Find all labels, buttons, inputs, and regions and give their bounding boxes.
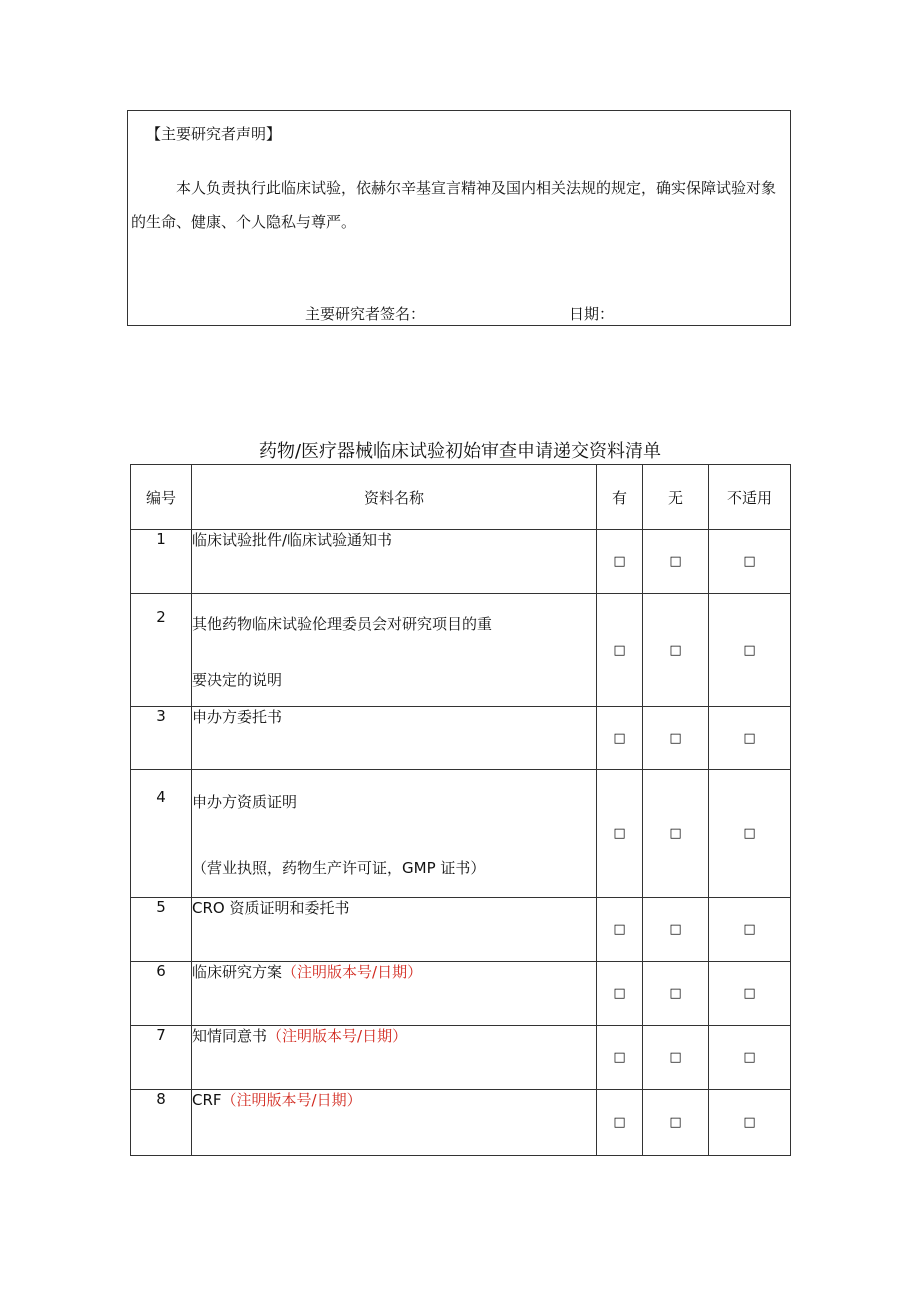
table-header-row: [131, 465, 791, 530]
date-label: 日期：: [569, 305, 615, 323]
row-name: CRO 资质证明和委托书: [192, 898, 597, 962]
checkbox-no[interactable]: □: [643, 707, 709, 770]
signature-label: 主要研究者签名：: [305, 305, 426, 323]
checkbox-na[interactable]: □: [709, 898, 791, 962]
row-name: 知情同意书（注明版本号/日期）: [192, 1026, 597, 1090]
investigator-declaration-box: [127, 110, 791, 326]
checkbox-yes[interactable]: □: [597, 898, 643, 962]
submission-checklist-table: [130, 464, 791, 1156]
table-row: [131, 594, 791, 707]
header-name: 资料名称: [192, 465, 597, 530]
checklist-title: 药物/医疗器械临床试验初始审查申请递交资料清单: [258, 441, 662, 462]
checkbox-no[interactable]: □: [643, 1090, 709, 1156]
checkbox-yes[interactable]: □: [597, 1026, 643, 1090]
row-name: 申办方资质证明 （营业执照，药物生产许可证，GMP 证书）: [192, 770, 597, 898]
checkbox-na[interactable]: □: [709, 1026, 791, 1090]
declaration-title: 【主要研究者声明】: [146, 125, 282, 143]
row-name: 临床试验批件/临床试验通知书: [192, 530, 597, 594]
checkbox-no[interactable]: □: [643, 770, 709, 898]
row-name: CRF（注明版本号/日期）: [192, 1090, 597, 1156]
table-row: [131, 707, 791, 770]
header-yes: 有: [597, 465, 643, 530]
checkbox-na[interactable]: □: [709, 594, 791, 707]
header-no: 无: [643, 465, 709, 530]
row-number: 1: [131, 530, 192, 594]
checkbox-yes[interactable]: □: [597, 530, 643, 594]
row-number: 8: [131, 1090, 192, 1156]
table-row: [131, 1026, 791, 1090]
table-row: [131, 962, 791, 1026]
checkbox-no[interactable]: □: [643, 530, 709, 594]
row-number: 3: [131, 707, 192, 770]
table-row: [131, 898, 791, 962]
header-num: 编号: [131, 465, 192, 530]
checkbox-yes[interactable]: □: [597, 1090, 643, 1156]
checkbox-no[interactable]: □: [643, 898, 709, 962]
checkbox-na[interactable]: □: [709, 770, 791, 898]
checkbox-no[interactable]: □: [643, 962, 709, 1026]
checkbox-yes[interactable]: □: [597, 770, 643, 898]
declaration-body: 本人负责执行此临床试验，依赫尔辛基宣言精神及国内相关法规的规定，确实保障试验对象的生命、健康、个人隐私与尊严。: [131, 179, 777, 231]
checkbox-yes[interactable]: □: [597, 962, 643, 1026]
row-number: 4: [131, 770, 192, 898]
row-number: 5: [131, 898, 192, 962]
table-row: [131, 1090, 791, 1156]
row-number: 7: [131, 1026, 192, 1090]
row-name: 其他药物临床试验伦理委员会对研究项目的重 要决定的说明: [192, 594, 597, 707]
row-number: 6: [131, 962, 192, 1026]
row-number: 2: [131, 594, 192, 707]
checkbox-na[interactable]: □: [709, 962, 791, 1026]
row-name: 申办方委托书: [192, 707, 597, 770]
checkbox-no[interactable]: □: [643, 594, 709, 707]
checkbox-na[interactable]: □: [709, 530, 791, 594]
checkbox-na[interactable]: □: [709, 707, 791, 770]
header-na: 不适用: [709, 465, 791, 530]
checkbox-no[interactable]: □: [643, 1026, 709, 1090]
checkbox-yes[interactable]: □: [597, 594, 643, 707]
checkbox-na[interactable]: □: [709, 1090, 791, 1156]
table-row: [131, 530, 791, 594]
row-name: 临床研究方案（注明版本号/日期）: [192, 962, 597, 1026]
table-row: [131, 770, 791, 898]
checkbox-yes[interactable]: □: [597, 707, 643, 770]
